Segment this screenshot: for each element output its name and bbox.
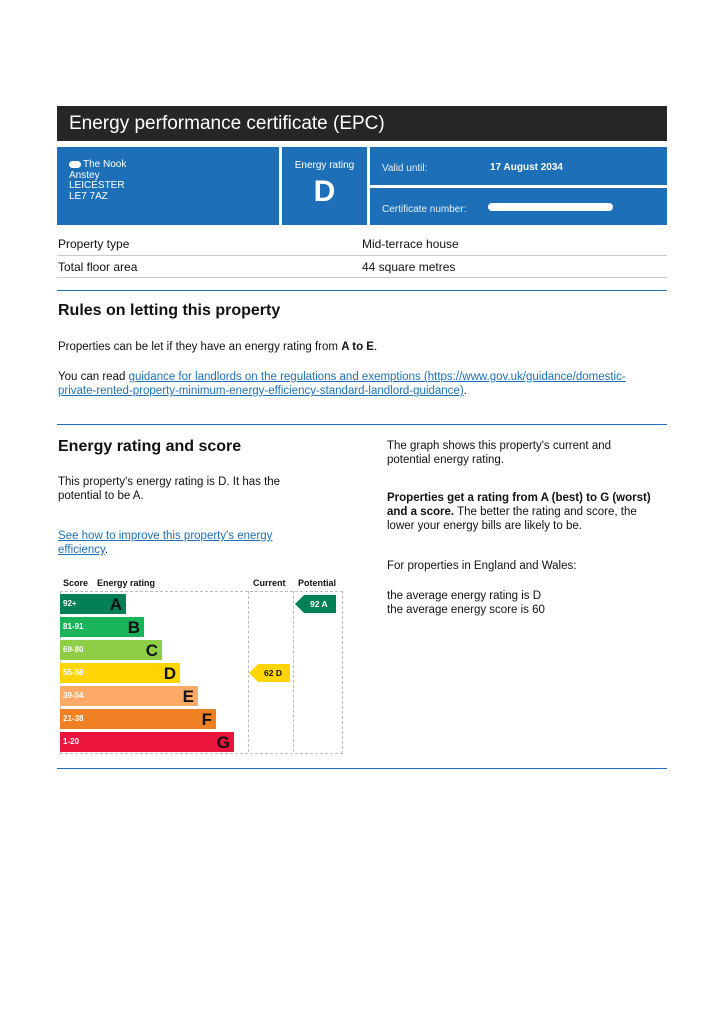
band-score-range: 21-38 (63, 714, 84, 723)
energy-rating-label: Energy rating (294, 160, 355, 171)
redaction-mark (69, 161, 81, 168)
graph-explanation: The graph shows this property's current and potential energy rating. (387, 440, 612, 466)
score-heading: Energy rating and score (58, 438, 242, 455)
band-letter: D (163, 664, 176, 683)
energy-rating-value: D (313, 175, 336, 208)
band-b (60, 617, 144, 637)
rules-heading: Rules on letting this property (58, 302, 281, 319)
band-score-range: 1-20 (63, 737, 80, 746)
address-line-2: Anstey (69, 169, 100, 181)
section-divider (57, 290, 667, 291)
section-divider (57, 768, 667, 769)
chart-header-score: Score (63, 578, 89, 588)
band-g (60, 732, 234, 752)
valid-until-panel (370, 147, 667, 185)
chart-divider (293, 591, 294, 752)
band-f (60, 709, 216, 729)
certificate-number-label: Certificate number: (382, 204, 467, 215)
current-arrow (249, 664, 258, 682)
band-letter: B (127, 618, 140, 637)
band-score-range: 69-80 (63, 645, 84, 654)
band-letter: E (182, 687, 194, 706)
rules-guidance: You can read guidance for landlords on the regulations and exemptions (https://www.gov.uk/guidance/domestic- private-rented-property-minimum-energy-efficiency-standard-landlord-guidance). (58, 371, 626, 397)
band-letter: F (201, 710, 212, 729)
divider (57, 277, 667, 278)
rules-text: Properties can be let if they have an energy rating from A to E. (58, 341, 378, 353)
potential-arrow (295, 595, 304, 613)
address-line-3: LEICESTER (69, 180, 125, 191)
chart-header-potential: Potential (298, 578, 337, 588)
band-score-range: 92+ (63, 599, 77, 608)
band-a (60, 594, 126, 614)
band-letter: A (109, 595, 122, 614)
floor-area-label: Total floor area (58, 260, 138, 274)
address-line-1: The Nook (69, 160, 279, 171)
band-score-range: 55-68 (63, 668, 84, 677)
band-c (60, 640, 162, 660)
page-title: Energy performance certificate (EPC) (57, 106, 667, 141)
chart-header-current: Current (253, 578, 286, 588)
band-letter: G (216, 733, 230, 752)
valid-until-label: Valid until: (382, 163, 428, 174)
band-d (60, 663, 180, 683)
energy-rating-chart (60, 578, 345, 753)
band-e (60, 686, 198, 706)
rating-summary: This property's energy rating is D. It has the potential to be A. (58, 476, 281, 502)
redaction-mark (488, 203, 613, 211)
average-stats (387, 589, 677, 617)
improve-efficiency-link[interactable]: See how to improve this property's energy efficiency (58, 530, 273, 556)
divider (57, 255, 667, 256)
region-label: For properties in England and Wales: (387, 560, 577, 572)
average-score: the average energy score is 60 (387, 604, 545, 616)
guidance-link[interactable]: guidance for landlords on the regulations and exemptions (https://www.gov.uk/guidance/domestic- private-rented-property-minimum-energy-efficiency-standard-landlord-guidance) (58, 371, 626, 397)
rating-explanation: Properties get a rating from A (best) to G (worst) and a score. The better the rating and score, the lower your energy bills are likely to be. (387, 492, 651, 532)
potential-rating-label: 92 A (310, 599, 328, 609)
section-divider (57, 424, 667, 425)
band-score-range: 39-54 (63, 691, 84, 700)
valid-until-value: 17 August 2034 (490, 162, 563, 173)
chart-header-rating: Energy rating (97, 578, 156, 588)
current-rating-pointer (258, 664, 290, 682)
band-score-range: 81-91 (63, 622, 84, 631)
address-line-4: LE7 7AZ (69, 190, 108, 202)
average-rating: the average energy rating is D (387, 590, 542, 602)
floor-area-value: 44 square metres (362, 260, 456, 274)
band-letter: C (145, 641, 158, 660)
energy-rating-panel (282, 147, 367, 225)
certificate-number-panel (370, 188, 667, 225)
current-rating-label: 62 D (264, 668, 282, 678)
address-panel (57, 147, 279, 225)
potential-rating-pointer (304, 595, 336, 613)
property-type-value: Mid-terrace house (362, 237, 459, 251)
property-type-label: Property type (58, 237, 130, 251)
improve-text: See how to improve this property's energy efficiency. (58, 530, 273, 556)
